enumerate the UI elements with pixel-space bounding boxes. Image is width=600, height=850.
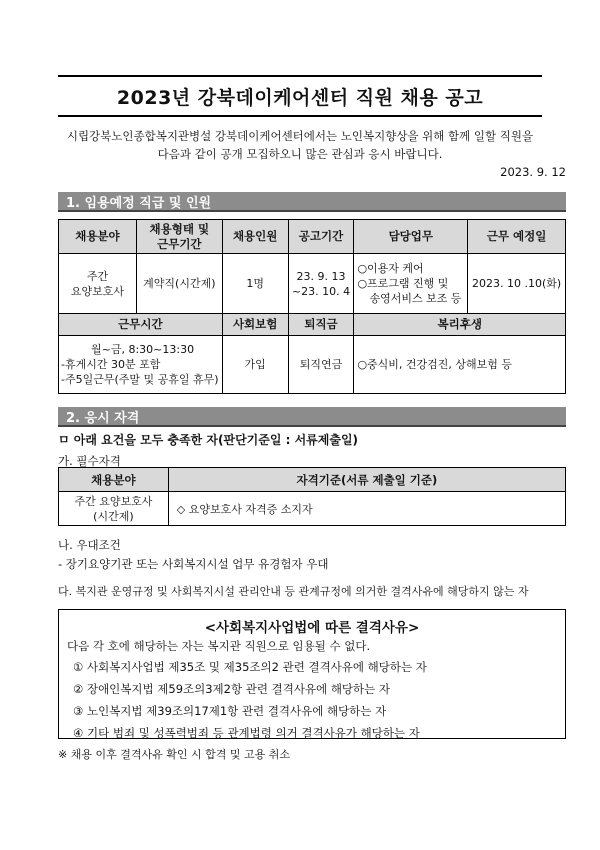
intro-line-1: 시립강북노인종합복지관병설 강북데이케어센터에서는 노인복지향상을 위해 함께 일할 직원을	[66, 129, 534, 143]
cell-start: 2023. 10 .10(화)	[468, 254, 566, 314]
header-duty: 담당업무	[354, 220, 468, 254]
header-field: 채용분야	[59, 220, 137, 254]
qual-header-field: 채용분야	[59, 468, 169, 492]
announcement-title: 2023년 강북데이케어센터 직원 채용 공고	[116, 86, 484, 109]
duty-line-3: 송영서비스 보조 등	[369, 292, 462, 305]
qual-field-line-1: 주간 요양보호사	[74, 494, 153, 508]
qual-header-criteria: 자격기준(서류 제출일 기준)	[168, 468, 565, 492]
qual-cell-criteria: ◇ 요양보호사 자격증 소지자	[168, 492, 565, 526]
qual-cell-field	[59, 492, 169, 526]
duty-line-2: ○프로그램 진행 및	[357, 277, 449, 290]
header-hours: 근무시간	[59, 314, 223, 336]
cell-welfare: ○중식비, 건강검진, 상해보험 등	[354, 336, 566, 394]
qual-field-line-2: (시간제)	[93, 509, 134, 523]
header-severance: 퇴직금	[288, 314, 354, 336]
cell-count: 1명	[222, 254, 288, 314]
cell-hours	[59, 336, 223, 394]
cell-type: 계약직(시간제)	[136, 254, 222, 314]
field-line-2: 요양보호사	[70, 284, 125, 298]
section-2-header: 2. 응시 자격	[58, 407, 566, 427]
hours-line-2: -휴게시간 30분 포함	[61, 358, 161, 371]
cell-duty	[354, 254, 468, 314]
field-line-1: 주간	[86, 269, 109, 283]
period-line-2: ~23. 10. 4	[291, 284, 351, 298]
disqualification-box-title: <사회복지사업법에 따른 결격사유>	[204, 620, 420, 636]
cell-severance: 퇴직연금	[288, 336, 354, 394]
hours-line-1: 월~금, 8:30~13:30	[91, 343, 195, 356]
announcement-date: 2023. 9. 12	[500, 165, 566, 179]
cell-field	[59, 254, 137, 314]
disqualification-item: ④ 기타 범죄 및 성폭력범죄 등 관계법령 의거 결격사유가 해당하는 자	[73, 726, 420, 740]
disqualification-box	[58, 609, 566, 739]
header-insurance: 사회보험	[222, 314, 288, 336]
disqualification-item: ② 장애인복지법 제59조의3제2항 관련 결격사유에 해당하는 자	[73, 682, 391, 696]
section-1-header: 1. 임용예정 직급 및 인원	[58, 192, 566, 212]
header-start: 근무 예정일	[468, 220, 566, 254]
cell-period	[288, 254, 354, 314]
cell-insurance: 가입	[222, 336, 288, 394]
condition-text: ㅁ 아래 요건을 모두 충족한 자(판단기준일 : 서류제출일)	[58, 433, 359, 447]
preferred-label: 나. 우대조건	[58, 538, 121, 552]
intro-text	[58, 127, 542, 163]
disqualification-intro: 다음 각 호에 해당하는 자는 복지관 직원으로 임용될 수 없다.	[67, 639, 371, 653]
header-welfare: 복리후생	[354, 314, 566, 336]
hours-line-3: -주5일근무(주말 및 공휴일 휴무)	[61, 373, 219, 386]
required-label: 가. 필수자격	[58, 454, 121, 468]
disqualification-item: ③ 노인복지법 제39조의17제1항 관련 결격사유에 해당하는 자	[73, 704, 387, 718]
announcement-title-box	[58, 75, 542, 117]
intro-line-2: 다음과 같이 공개 모집하오니 많은 관심과 응시 바랍니다.	[157, 147, 443, 161]
period-line-1: 23. 9. 13	[296, 269, 346, 283]
header-count: 채용인원	[222, 220, 288, 254]
footnote: ※ 채용 이후 결격사유 확인 시 합격 및 고용 취소	[58, 748, 290, 761]
header-period: 공고기간	[288, 220, 354, 254]
preferred-item: - 장기요양기관 또는 사회복지시설 업무 유경험자 우대	[58, 557, 329, 571]
duty-line-1: ○이용자 케어	[357, 262, 424, 275]
qualification-table	[58, 467, 566, 526]
position-table	[58, 219, 566, 394]
disqualification-item: ① 사회복지사업법 제35조 및 제35조의2 관련 결격사유에 해당하는 자	[73, 660, 427, 674]
disqualification-label: 다. 복지관 운영규정 및 사회복지시설 관리안내 등 관계규정에 의거한 결격사유에 해당하지 않는 자	[58, 585, 529, 598]
header-type: 채용형태 및 근무기간	[136, 220, 222, 254]
